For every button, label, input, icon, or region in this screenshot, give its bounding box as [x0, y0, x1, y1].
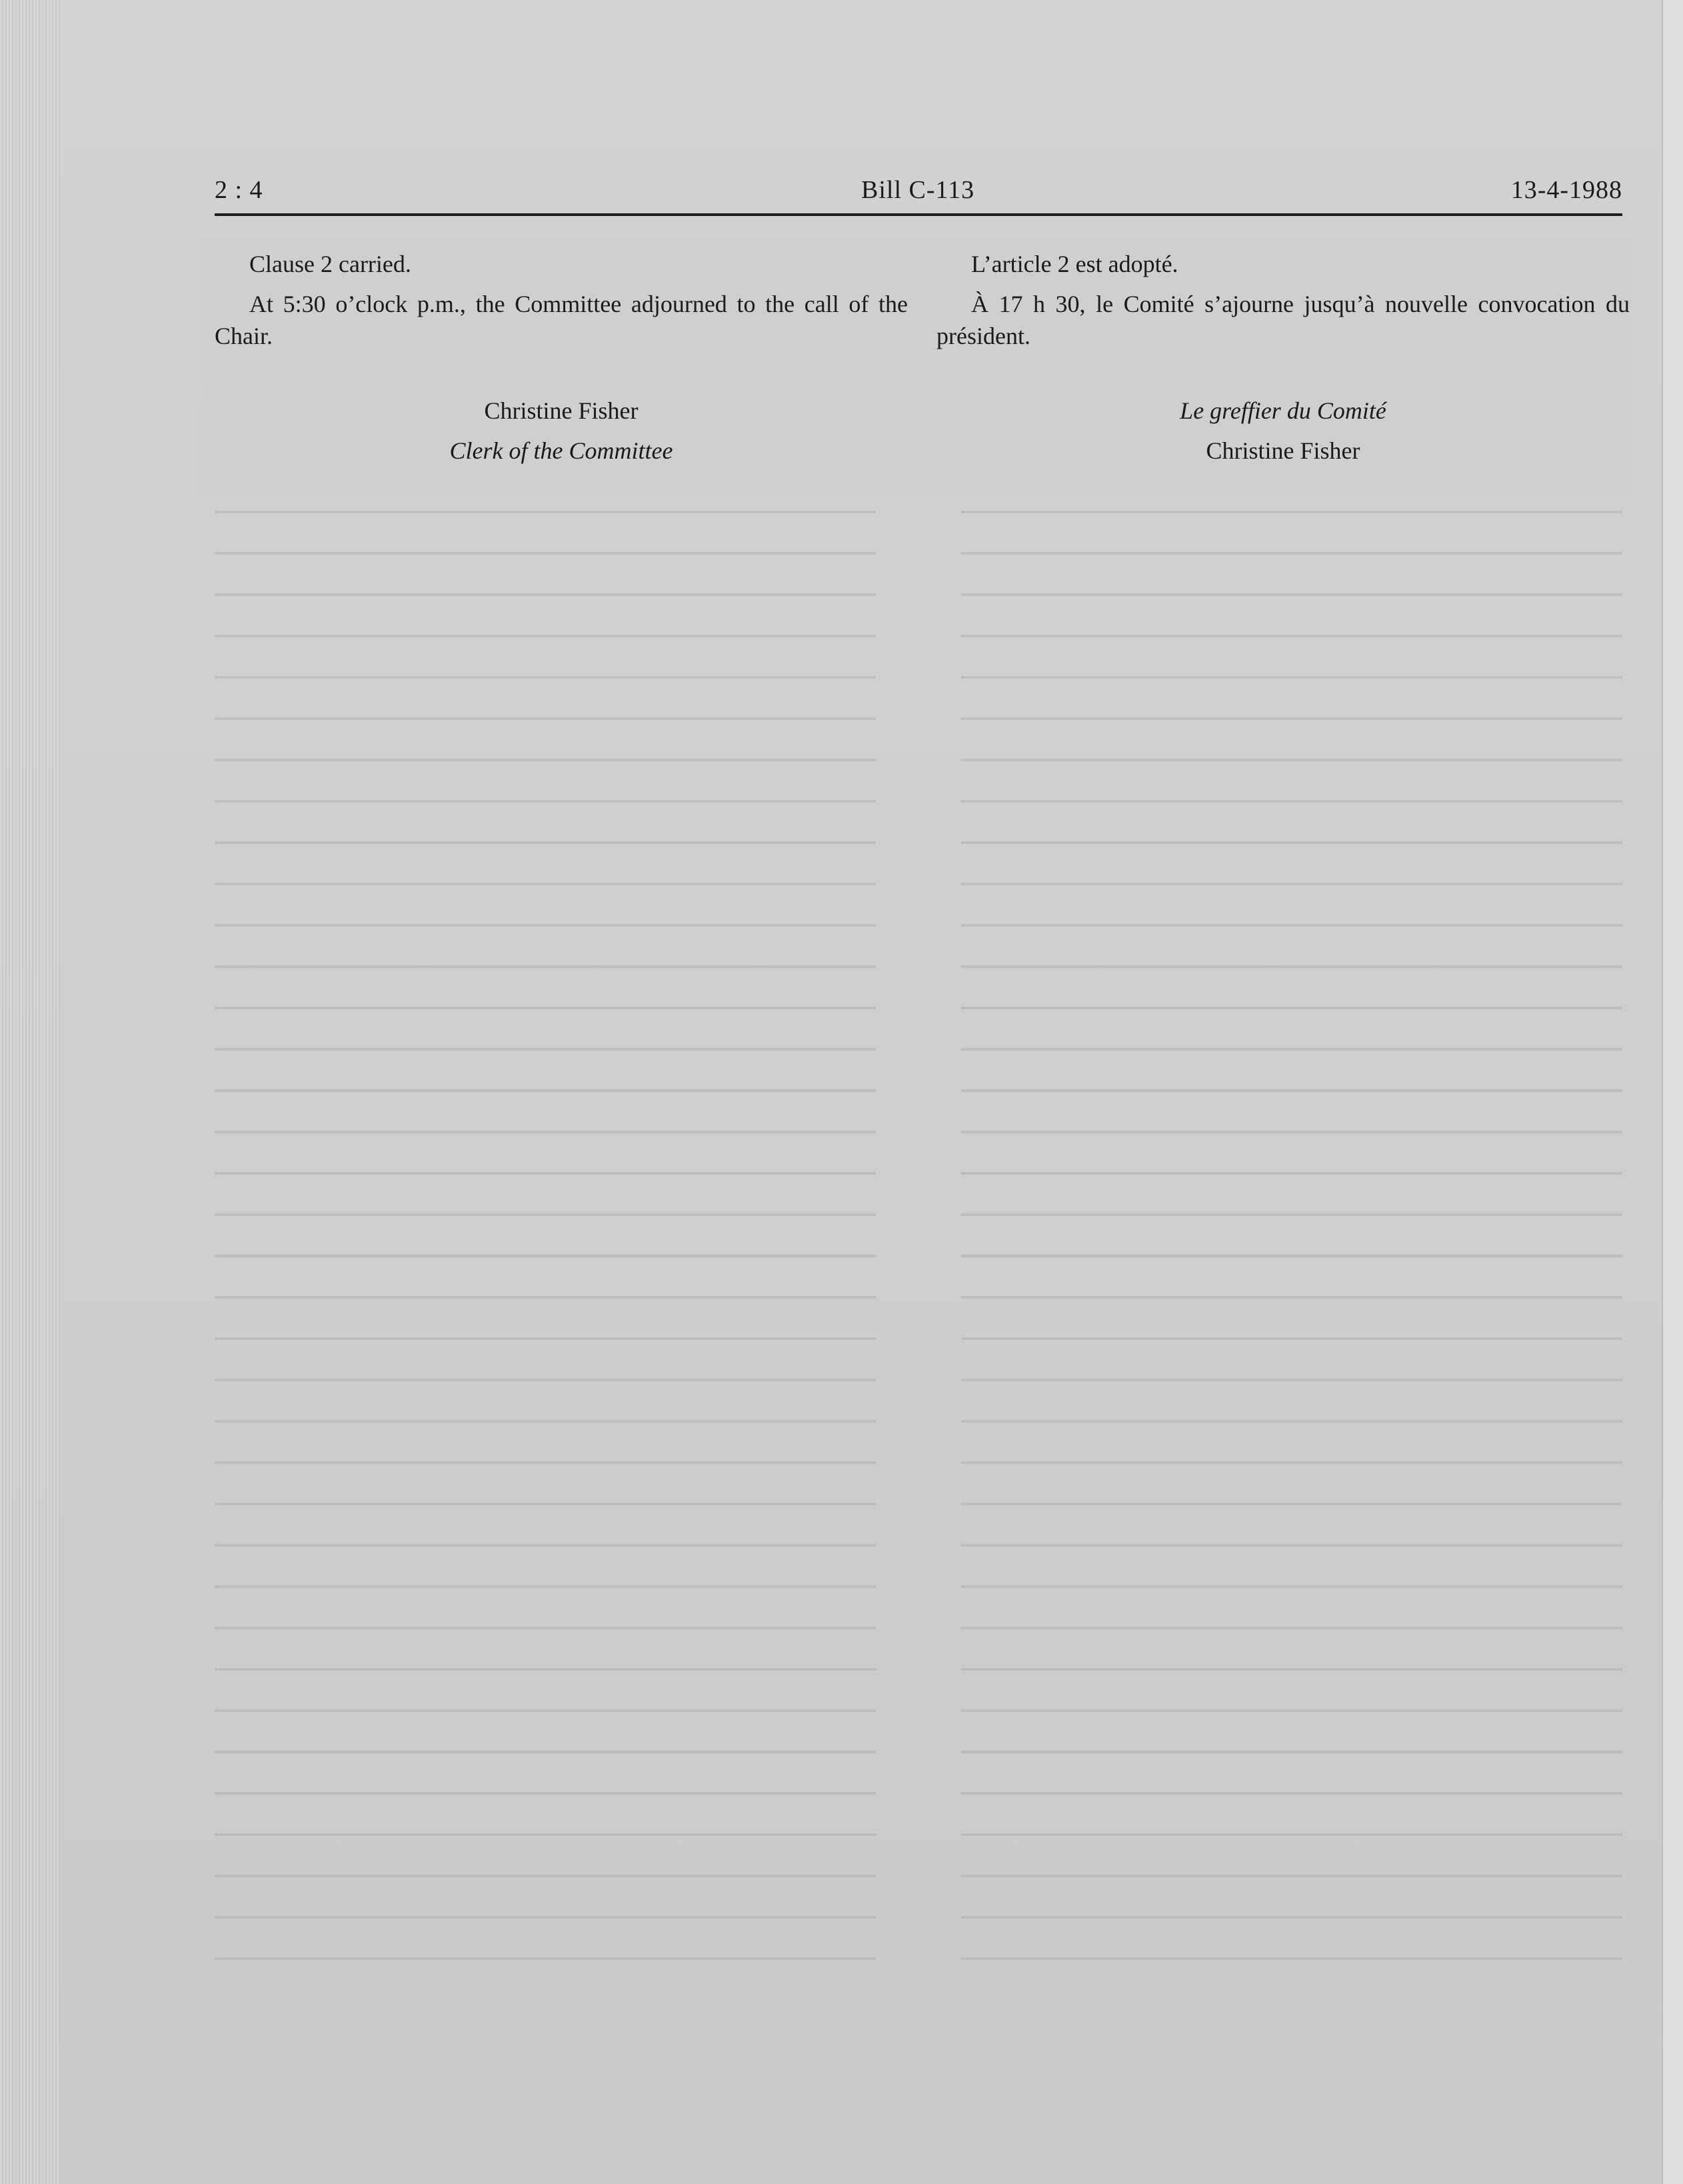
french-signature-name: Christine Fisher [1206, 437, 1360, 464]
english-signature-name: Christine Fisher [484, 397, 639, 424]
french-adjournment: À 17 h 30, le Comité s’ajourne jusqu’à nouvelle convocation du président. [936, 291, 1630, 349]
english-column [215, 248, 908, 471]
english-signature-block [215, 391, 908, 471]
page-number: 2 : 4 [215, 176, 263, 204]
page-stack-edge [0, 0, 60, 2184]
page-header [215, 175, 1622, 216]
english-adjournment: At 5:30 o’clock p.m., the Committee adjourned to the call of the Chair. [215, 291, 908, 349]
header-date: 13-4-1988 [1510, 176, 1622, 204]
english-clause-status: Clause 2 carried. [249, 251, 411, 277]
english-signature-title: Clerk of the Committee [449, 437, 673, 464]
bleed-through-text [215, 240, 1622, 1973]
right-page-edge [1662, 0, 1683, 2184]
french-clause-status: L’article 2 est adopté. [971, 251, 1178, 277]
french-signature-title: Le greffier du Comité [1180, 397, 1386, 424]
french-column [936, 248, 1630, 471]
bill-title: Bill C-113 [861, 176, 975, 204]
french-signature-block [936, 391, 1630, 471]
